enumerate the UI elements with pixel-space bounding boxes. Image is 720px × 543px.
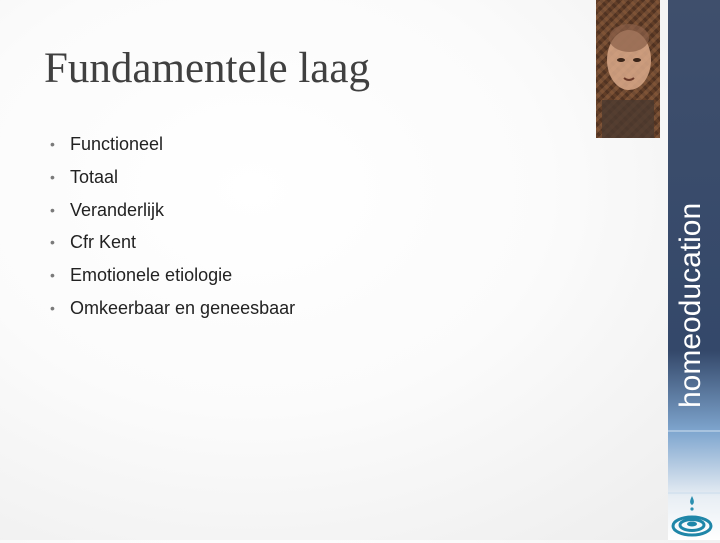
bullet-text: Cfr Kent	[70, 232, 137, 253]
bullet-text: Emotionele etiologie	[70, 265, 233, 286]
bullet-item	[44, 228, 295, 261]
bullet-text: Omkeerbaar en geneesbaar	[70, 297, 296, 318]
bullet-item	[44, 163, 295, 196]
bullet-dot: •	[50, 201, 55, 218]
brand-label: homeoducation	[674, 202, 707, 408]
water-drop-ripple-icon	[670, 494, 714, 543]
bullet-item	[44, 261, 295, 294]
bullet-dot: •	[50, 234, 55, 251]
bullet-list	[44, 130, 295, 327]
bullet-item	[44, 294, 295, 327]
bullet-text: Veranderlijk	[70, 199, 165, 220]
bullet-dot: •	[50, 168, 55, 185]
bullet-item	[44, 196, 295, 229]
slide-title: Fundamentele laag	[44, 45, 370, 92]
portrait-mosaic-icon	[596, 0, 660, 138]
bullet-text: Functioneel	[70, 134, 164, 154]
bullet-text: Totaal	[70, 166, 119, 187]
band-divider	[668, 430, 720, 432]
bullet-dot: •	[50, 267, 55, 284]
bullet-dot: •	[50, 136, 55, 152]
bullet-dot: •	[50, 299, 55, 316]
bullet-item	[44, 130, 295, 163]
